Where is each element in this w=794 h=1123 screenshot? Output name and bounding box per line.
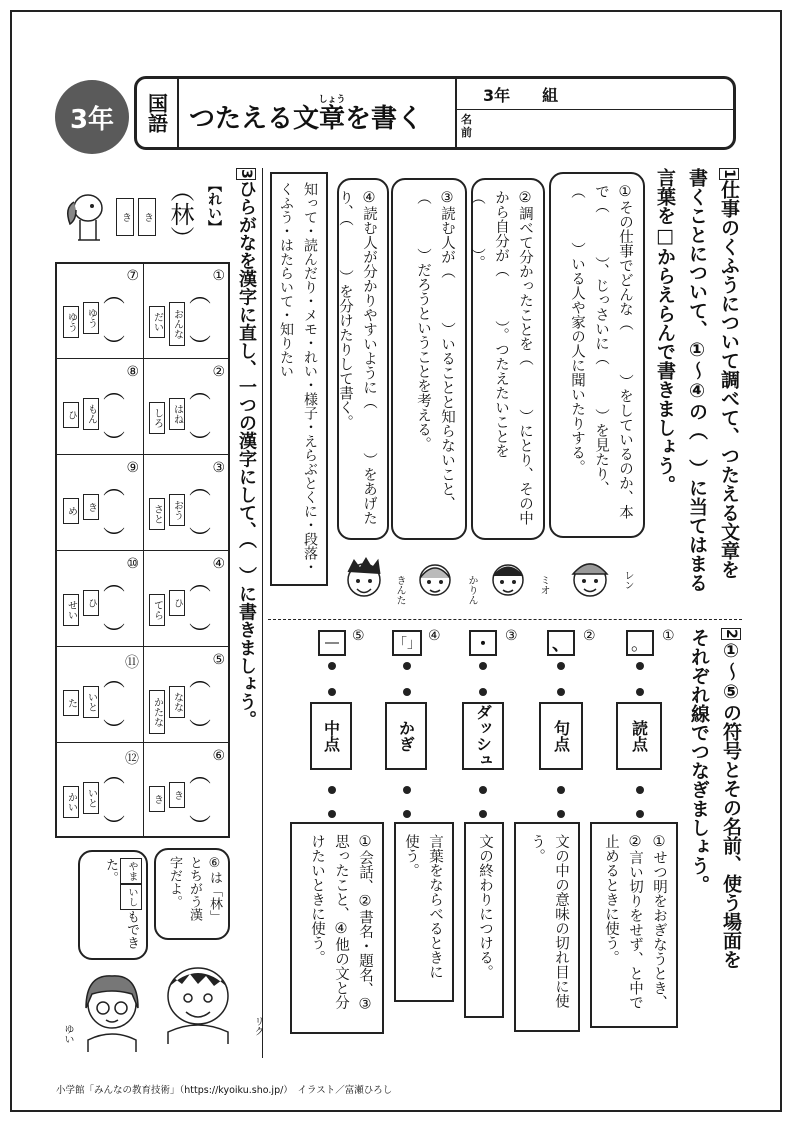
name-box-4: かぎ bbox=[385, 702, 427, 770]
answer-paren-top: ︵ bbox=[188, 379, 211, 404]
worksheet-header bbox=[134, 76, 736, 150]
kanji-cell-3[interactable] bbox=[143, 456, 229, 551]
riku-bubble: ⑥は「林」とちがう漢字だよ。 bbox=[154, 848, 230, 940]
answer-paren-bottom: ︶ bbox=[188, 431, 211, 456]
q1-instruction-2: 書くことについて、①〜④の（ ）に当てはまる bbox=[686, 168, 708, 592]
answer-paren-top: ︵ bbox=[188, 475, 211, 500]
character-ren-label: レン bbox=[622, 570, 633, 590]
example-label: 【れい】 bbox=[206, 178, 222, 234]
q2-number: 2 bbox=[723, 629, 739, 639]
kanji-part-box: め bbox=[63, 498, 79, 524]
answer-paren-top: ︵ bbox=[102, 475, 125, 500]
kanji-part-box: せい bbox=[63, 594, 79, 626]
answer-paren-bottom: ︶ bbox=[188, 815, 211, 840]
name-box-2: 句点 bbox=[539, 702, 583, 770]
kanji-part-box: かたな bbox=[149, 690, 165, 734]
kanji-part-box: ゆう bbox=[83, 302, 99, 334]
symbol-dot-3[interactable] bbox=[479, 662, 487, 670]
kanji-cell-5[interactable] bbox=[143, 648, 229, 743]
answer-paren-bottom: ︶ bbox=[102, 431, 125, 456]
kanji-part-box: さと bbox=[149, 498, 165, 530]
kanji-part-box: ひ bbox=[83, 590, 99, 616]
example-answer: （林） bbox=[166, 178, 194, 250]
name-block bbox=[455, 79, 735, 147]
kanji-cell-number: ⑤ bbox=[212, 652, 225, 668]
character-ren-icon bbox=[565, 548, 615, 608]
q1-number: 1 bbox=[721, 169, 737, 179]
kanji-part-box: いと bbox=[83, 686, 99, 718]
q3-instruction: 3ひらがなを漢字に直し、一つの漢字にして、（ ）に書きましょう。 bbox=[236, 169, 257, 729]
kanji-cell-11[interactable] bbox=[57, 648, 143, 743]
grade-badge: 3年 bbox=[55, 80, 129, 154]
kanji-cell-9[interactable] bbox=[57, 456, 143, 551]
kanji-part-box: だい bbox=[149, 306, 165, 338]
answer-paren-top: ︵ bbox=[188, 571, 211, 596]
character-yui-icon bbox=[72, 964, 152, 1054]
kanji-part-box: き bbox=[149, 786, 165, 812]
character-riku-label: リク bbox=[252, 1016, 263, 1036]
kanji-part-box: かい bbox=[63, 786, 79, 818]
character-mio-icon bbox=[485, 548, 531, 608]
kanji-part-box: いと bbox=[83, 782, 99, 814]
kanji-cell-number: ⑩ bbox=[126, 556, 139, 572]
q2-instruction-2: それぞれ線でつなぎましょう。 bbox=[688, 628, 710, 894]
character-riku-icon bbox=[148, 958, 248, 1048]
use-box-4: 言葉をならべるときに使う。 bbox=[394, 822, 454, 1002]
kanji-cell-4[interactable] bbox=[143, 552, 229, 647]
kanji-part-box: き bbox=[83, 494, 99, 520]
character-karin-label: かりん bbox=[466, 575, 477, 605]
answer-paren-bottom: ︶ bbox=[188, 623, 211, 648]
kanji-part-box: しろ bbox=[149, 402, 165, 434]
section-divider bbox=[268, 619, 742, 620]
answer-paren-bottom: ︶ bbox=[102, 815, 125, 840]
name-dot-bottom-1[interactable] bbox=[636, 786, 644, 794]
use-box-2: 文の中の意味の切れ目に使う。 bbox=[514, 822, 580, 1032]
name-dot-bottom-2[interactable] bbox=[557, 786, 565, 794]
kanji-part-box: もん bbox=[83, 398, 99, 430]
kanji-cell-number: ③ bbox=[212, 460, 225, 476]
character-karin-icon bbox=[410, 548, 460, 608]
character-mio-label: ミオ bbox=[538, 575, 549, 595]
name-box-3: ダッシュ bbox=[462, 702, 504, 770]
q1-bubble-4[interactable]: ④読む人が分かりやすいように（ ）をあげたり、（ ）を分けたりして書く。 bbox=[337, 178, 389, 540]
q1-bubble-3[interactable]: ③読む人が（ ）いることと知らないこと、（ ）だろうということを考える。 bbox=[391, 178, 467, 540]
name-dot-bottom-5[interactable] bbox=[328, 786, 336, 794]
character-yui-label: ゆい bbox=[62, 1024, 73, 1044]
q2-instruction: 2①〜⑤の符号とその名前、使う場面を bbox=[720, 629, 742, 969]
kanji-part-box: なな bbox=[169, 686, 185, 718]
kanji-cell-number: ② bbox=[212, 364, 225, 380]
symbol-dot-4[interactable] bbox=[403, 662, 411, 670]
kanji-cell-2[interactable] bbox=[143, 360, 229, 455]
example-part-1: き bbox=[138, 198, 156, 236]
use-box-1: ①せつ明をおぎなうとき、②言い切りをせず、と中で止めるときに使う。 bbox=[590, 822, 678, 1028]
name-dot-top-3[interactable] bbox=[479, 688, 487, 696]
kanji-cell-number: ⑧ bbox=[126, 364, 139, 380]
kanji-cell-number: ⑥ bbox=[212, 748, 225, 764]
answer-paren-top: ︵ bbox=[188, 283, 211, 308]
column-divider bbox=[262, 168, 263, 1058]
name-dot-top-5[interactable] bbox=[328, 688, 336, 696]
kanji-cell-10[interactable] bbox=[57, 552, 143, 647]
q1-instruction: 1仕事のくふうについて調べて、つたえる文章を bbox=[718, 169, 740, 579]
use-box-3: 文の終わりにつける。 bbox=[464, 822, 504, 1018]
name-dot-top-1[interactable] bbox=[636, 688, 644, 696]
character-kinta-icon bbox=[338, 548, 390, 608]
yui-bubble: やまいしもできた。 bbox=[78, 850, 148, 960]
name-dot-bottom-3[interactable] bbox=[479, 786, 487, 794]
kanji-cell-12[interactable] bbox=[57, 744, 143, 839]
kanji-part-box: き bbox=[169, 782, 185, 808]
answer-paren-bottom: ︶ bbox=[188, 335, 211, 360]
symbol-dot-1[interactable] bbox=[636, 662, 644, 670]
answer-paren-top: ︵ bbox=[188, 667, 211, 692]
q1-bubble-1[interactable]: ①その仕事でどんな（ ）をしているのか、本で（ ）、じっさいに（ ）を見たり、（ ）いる人や家の人に聞いたりする。 bbox=[549, 172, 645, 538]
kanji-cell-number: ⑫ bbox=[125, 751, 139, 767]
name-field[interactable]: 名前 bbox=[461, 113, 472, 139]
footer-credit: 小学館「みんなの教育技術」（https://kyoiku.sho.jp/） イラスト／富瀬ひろし bbox=[56, 1085, 393, 1096]
character-kinta-label: きんた bbox=[394, 575, 405, 605]
answer-paren-bottom: ︶ bbox=[102, 527, 125, 552]
answer-paren-top: ︵ bbox=[102, 667, 125, 692]
name-dot-bottom-4[interactable] bbox=[403, 786, 411, 794]
kanji-cell-number: ⑨ bbox=[126, 460, 139, 476]
symbol-dot-2[interactable] bbox=[557, 662, 565, 670]
answer-paren-top: ︵ bbox=[102, 283, 125, 308]
answer-paren-bottom: ︶ bbox=[188, 527, 211, 552]
answer-paren-top: ︵ bbox=[188, 763, 211, 788]
name-dot-top-2[interactable] bbox=[557, 688, 565, 696]
answer-paren-bottom: ︶ bbox=[102, 335, 125, 360]
kanji-cell-1[interactable] bbox=[143, 264, 229, 359]
answer-paren-bottom: ︶ bbox=[102, 623, 125, 648]
use-dot-5[interactable] bbox=[328, 810, 336, 818]
kanji-part-box: おう bbox=[169, 494, 185, 526]
answer-paren-top: ︵ bbox=[102, 379, 125, 404]
kanji-part-box: おんな bbox=[169, 302, 185, 346]
q1-instruction-3: 言葉を□からえらんで書きましょう。 bbox=[654, 168, 676, 494]
dog-icon bbox=[60, 184, 110, 244]
kanji-part-box: はね bbox=[169, 398, 185, 430]
q3-number: 3 bbox=[238, 169, 254, 179]
use-box-5: ①会話、②書名・題名、③思ったこと、④他の文と分けたいときに使う。 bbox=[290, 822, 384, 1034]
name-dot-top-4[interactable] bbox=[403, 688, 411, 696]
example-part-2: き bbox=[116, 198, 134, 236]
kanji-part-box: てら bbox=[149, 594, 165, 626]
q1-bubble-2[interactable]: ②調べて分かったことを（ ）にとり、その中から自分が（ ）。つたえたいことを（ ）。 bbox=[471, 178, 545, 540]
kanji-part-box: ひ bbox=[63, 402, 79, 428]
answer-paren-bottom: ︶ bbox=[102, 719, 125, 744]
use-dot-2[interactable] bbox=[557, 810, 565, 818]
kanji-cell-number: ④ bbox=[212, 556, 225, 572]
kanji-cell-7[interactable] bbox=[57, 264, 143, 359]
kanji-part-box: た bbox=[63, 690, 79, 716]
use-dot-3[interactable] bbox=[479, 810, 487, 818]
kanji-cell-number: ⑪ bbox=[125, 655, 139, 671]
kanji-part-box: ひ bbox=[169, 590, 185, 616]
symbol-dot-5[interactable] bbox=[328, 662, 336, 670]
answer-paren-top: ︵ bbox=[102, 763, 125, 788]
use-dot-4[interactable] bbox=[403, 810, 411, 818]
worksheet-title: つたえる文章しょうを書く bbox=[189, 95, 424, 134]
name-box-5: 中点 bbox=[310, 702, 352, 770]
subject-label: 国語 bbox=[137, 79, 179, 147]
answer-paren-bottom: ︶ bbox=[188, 719, 211, 744]
use-dot-1[interactable] bbox=[636, 810, 644, 818]
kanji-cell-number: ① bbox=[212, 268, 225, 284]
kanji-cell-number: ⑦ bbox=[126, 268, 139, 284]
q1-word-box: 知って・読んだり・メモ・れい・様子・えらぶとくに・段落・くふう・はたらいて・知りたい bbox=[270, 172, 328, 586]
kanji-part-box: ゆう bbox=[63, 306, 79, 338]
class-field[interactable]: 3年 組 bbox=[457, 79, 735, 110]
name-box-1: 読点 bbox=[616, 702, 662, 770]
kanji-cell-6[interactable] bbox=[143, 744, 229, 839]
kanji-cell-8[interactable] bbox=[57, 360, 143, 455]
answer-paren-top: ︵ bbox=[102, 571, 125, 596]
